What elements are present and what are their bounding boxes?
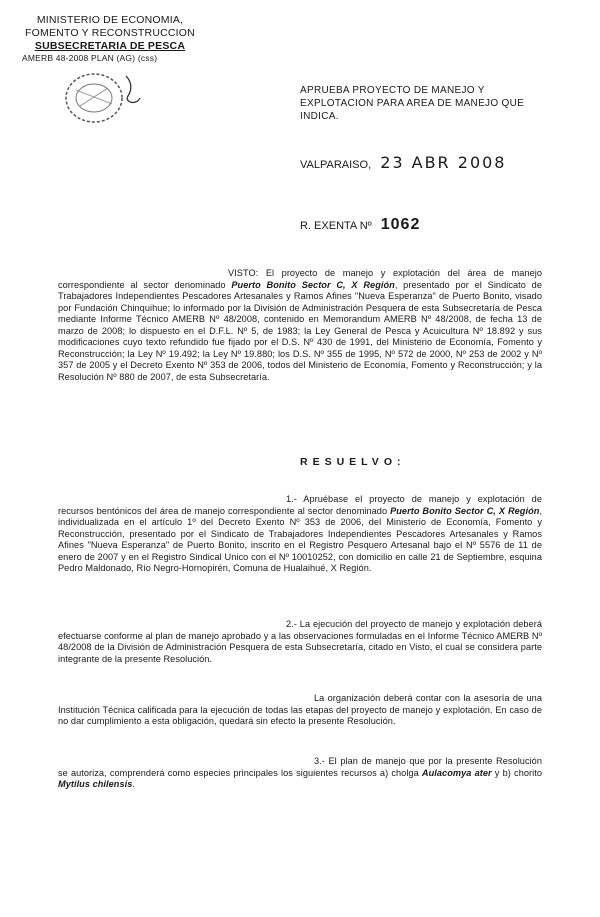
resolution-number-line: [300, 216, 540, 234]
ministry-line-2: FOMENTO Y RECONSTRUCCION: [25, 27, 195, 39]
place-name: Puerto Bonito Sector C, X Región: [231, 279, 395, 290]
article-1-number: 1.-: [286, 494, 304, 504]
visto-paragraph: VISTO: El proyecto de manejo y explotación del área de manejo correspondiente al sector denominado Puerto Bonito Sector C, X Región, presentado por el Sindicato de Trabajadores Independientes Pescadores Artesanales y Ramos Afines "Nueva Esperanza" de Puerto Bonito, visado por Fundación Chinquihue; lo informado por la División de Administración Pesquera de esta Subsecretaría de Pesca mediante Informe Técnico AMERB Nº 48/2008, contenido en Memorandum AMERB Nº 48/2008, de fecha 13 de marzo de 2008; lo dispuesto en el D.F.L. Nº 5, de 1983; la Ley General de Pesca y Acuicultura Nº 18.892 y sus modificaciones cuyo texto refundido fue fijado por el D.S. Nº 430 de 1991, del Ministerio de Economía, Fomento y Reconstrucción; la Ley Nº 19.492; la Ley Nº 19.880; los D.S. Nº 355 de 1995, Nº 572 de 2000, Nº 253 de 2002 y Nº 357 de 2005 y el Decreto Exento Nº 353 de 2006, todos del Ministerio de Economía, Fomento y Reconstrucción; y la Resolución Nº 880 de 2007, de esta Subsecretaría.: [58, 268, 542, 382]
office-stamp-icon: [62, 68, 146, 126]
article-3-paragraph: 3.- El plan de manejo que por la presente Resolución se autoriza, comprenderá como especies principales los siguientes recursos a) cholga Aulacomya ater y b) chorito Mytilus chilensis.: [58, 756, 542, 789]
resolution-number: 1062: [380, 216, 421, 233]
species-1: Aulacomya ater: [421, 767, 492, 778]
subsecretaria-line: SUBSECRETARIA DE PESCA: [34, 40, 186, 52]
place-name-2: Puerto Bonito Sector C, X Región: [390, 505, 540, 516]
ministry-line: MINISTERIO DE ECONOMIA,: [36, 14, 184, 26]
visto-lead: VISTO:: [228, 268, 259, 278]
article-2-number: 2.-: [286, 619, 300, 629]
advisory-paragraph: La organización deberá contar con la asesoría de una Institución Técnica calificada para la ejecución de todas las etapas del proyecto de manejo y explotación. En caso de no dar cumplimiento a esta obligación, quedará sin efecto la presente Resolución.: [58, 693, 542, 726]
city-label: VALPARAISO,: [300, 159, 372, 171]
species-2: Mytilus chilensis: [58, 779, 133, 789]
article-3-number: 3.-: [314, 756, 329, 766]
article-1-paragraph: 1.- Apruébase el proyecto de manejo y explotación de recursos bentónicos del área de manejo correspondiente al sector denominado Puerto Bonito Sector C, X Región, individualizada en el artículo 1º del Decreto Exento Nº 353 de 2006, del Ministerio de Economía, Fomento y Reconstrucción, presentado por el Sindicato de Trabajadores Independientes Pescadores Artesanales y Ramos Afines "Nueva Esperanza" de Puerto Bonito, inscrito en el Registro Pesquero Artesanal bajo el Nº 5576 de 11 de enero de 2007 y en el Registro Sindical Unico con el Nº 10010252, con domicilio en calle 21 de Septiembre, esquina Pedro Maldonado, Río Negro-Hornopirén, Comuna de Hualaihué, X Región.: [58, 494, 543, 573]
letterhead: [10, 14, 210, 64]
resolution-label: R. EXENTA: [300, 220, 357, 232]
handwritten-date: 23 ABR 2008: [380, 153, 507, 172]
number-label: Nº: [359, 220, 372, 232]
subject-summary: APRUEBA PROYECTO DE MANEJO Y EXPLOTACION PARA AREA DE MANEJO QUE INDICA.: [300, 85, 525, 122]
resuelvo-heading: RESUELVO:: [300, 456, 406, 468]
file-reference: AMERB 48-2008 PLAN (AG) (css): [22, 53, 158, 63]
article-2-paragraph: 2.- La ejecución del proyecto de manejo y explotación deberá efectuarse conforme al plan de manejo aprobado y a las observaciones formuladas en el Informe Técnico AMERB Nº 48/2008 de la División de Administración Pesquera de esta Subsecretaría, citado en Visto, el cual se considera parte integrante de la presente Resolución.: [58, 619, 542, 664]
date-line: [300, 153, 540, 172]
